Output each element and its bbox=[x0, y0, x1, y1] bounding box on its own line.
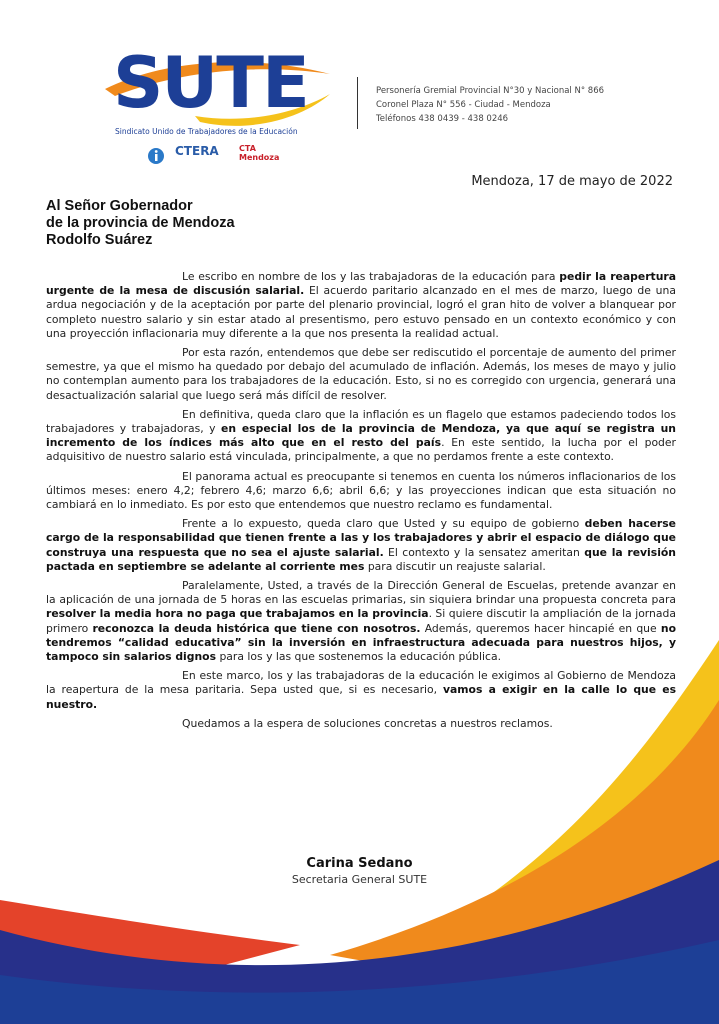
emphasis-text: en especial los de la provincia de Mendoza, ya que aquí se registra un incremento de los índices más alto que en el resto del país bbox=[46, 422, 676, 450]
paragraph-text: Por esta razón, entendemos que debe ser rediscutido el porcentaje de aumento del primer semestre, ya que el mismo ha quedado por debajo del acumulado de inflación. Además, los meses de mayo y julio no contemplan aumento para los trabajadores de la educación. Esto, si no es corregido con urgencia, generará una desactualización salarial que luego será más difícil de resolver. bbox=[46, 346, 676, 402]
paragraph-text: Quedamos a la espera de soluciones concretas a nuestros reclamos. bbox=[182, 716, 553, 730]
signature-name: Carina Sedano bbox=[306, 856, 413, 871]
emphasis-text: resolver la media hora no paga que trabajamos en la provincia bbox=[46, 607, 429, 621]
letter-date: Mendoza, 17 de mayo de 2022 bbox=[471, 174, 673, 189]
emphasis-text: no tendremos “calidad educativa” sin la inversión en infraestructura adecuada para nuestros hijos, y tampoco sin salarios dignos bbox=[46, 621, 676, 664]
paragraph-text: El panorama actual es preocupante si tenemos en cuenta los números inflacionarios de los últimos meses: enero 4,2; febrero 4,6; marzo 6,6; abril 6,6; y las proyecciones indican que esta situación no cambiará en lo inmediato. Es por esto que entendemos que nuestro reclamo es fundamental. bbox=[46, 469, 676, 512]
emphasis-text: vamos a exigir en la calle lo que es nuestro. bbox=[46, 683, 677, 711]
addressee bbox=[46, 198, 235, 249]
addressee-line: Al Señor Gobernador bbox=[46, 198, 193, 214]
paragraph-text: En este marco, los y las trabajadoras de la educación le exigimos al Gobierno de Mendoza la reapertura de la mesa paritaria. Sepa usted que, si es necesario, bbox=[46, 669, 676, 697]
info-icon bbox=[147, 147, 165, 165]
org-info bbox=[376, 84, 604, 126]
emphasis-text: reconozca la deuda histórica que tiene con nosotros. bbox=[92, 621, 421, 635]
header-divider bbox=[357, 77, 358, 129]
paragraph-text: Frente a lo expuesto, queda claro que Usted y su equipo de gobierno bbox=[182, 517, 585, 531]
paragraph-text: El acuerdo paritario alcanzado en el mes de marzo, luego de una ardua negociación y de la aceptación por parte del plenario provincial, logró el gran hito de volver a blanquear por completo nuestro salario y sin estar atado al presentismo, pero estuvo pensado en un contexto económico y con una proyección inflacionaria muy diferente a la que nos presenta la realidad actual. bbox=[46, 284, 676, 340]
addressee-line: Rodolfo Suárez bbox=[46, 232, 153, 248]
paragraph-text: para los y las que sostenemos la educación pública. bbox=[216, 650, 502, 664]
body-paragraph bbox=[46, 346, 676, 403]
emphasis-text: pedir la reapertura urgente de la mesa de discusión salarial. bbox=[46, 270, 676, 298]
logo-wordmark: SUTE bbox=[113, 42, 308, 124]
letter-body bbox=[46, 270, 676, 736]
paragraph-text: Paralelamente, Usted, a través de la Dirección General de Escuelas, pretende avanzar en la aplicación de una jornada de 5 horas en las escuelas primarias, sin siquiera brindar una propuesta concreta para bbox=[46, 579, 676, 607]
body-paragraph bbox=[46, 470, 676, 513]
logo-subtitle: Sindicato Unido de Trabajadores de la Educación bbox=[115, 127, 298, 136]
paragraph-text: El contexto y la sensatez ameritan bbox=[383, 545, 585, 559]
paragraph-text: En definitiva, queda claro que la inflación es un flagelo que estamos padeciendo todos los trabajadores y trabajadoras, y bbox=[46, 407, 676, 436]
emphasis-text: que la revisión pactada en septiembre se adelante al corriente mes bbox=[46, 545, 676, 573]
body-paragraph bbox=[46, 270, 676, 341]
paragraph-text: Le escribo en nombre de los y las trabajadoras de la educación para bbox=[182, 270, 560, 283]
cta-badge: CTA Mendoza bbox=[239, 144, 280, 162]
signature bbox=[0, 856, 719, 886]
body-paragraph bbox=[46, 717, 676, 731]
body-paragraph bbox=[46, 408, 676, 465]
sute-logo bbox=[105, 44, 335, 184]
signature-role: Secretaria General SUTE bbox=[291, 873, 428, 886]
body-paragraph bbox=[46, 669, 676, 712]
body-paragraph bbox=[46, 517, 676, 574]
emphasis-text: deben hacerse cargo de la responsabilidad que tienen frente a las y los trabajadores y abrir el espacio de diálogo que construya una respuesta que no sea el ajuste salarial. bbox=[46, 517, 676, 559]
paragraph-text: Además, queremos hacer hincapié en que bbox=[420, 621, 661, 635]
org-line: Coronel Plaza N° 556 - Ciudad - Mendoza bbox=[376, 100, 551, 110]
paragraph-text: para discutir un reajuste salarial. bbox=[364, 559, 546, 573]
paragraph-text: . En este sentido, la lucha por el poder adquisitivo de nuestro salario está vinculada, principalmente, a que no perdamos frente a este contexto. bbox=[46, 436, 676, 464]
org-line: Teléfonos 438 0439 - 438 0246 bbox=[376, 114, 509, 124]
paragraph-text: . Si quiere discutir la ampliación de la jornada primero bbox=[46, 607, 676, 635]
org-line: Personería Gremial Provincial N°30 y Nacional N° 866 bbox=[376, 86, 605, 96]
ctera-badge: CTERA bbox=[175, 144, 219, 158]
addressee-line: de la provincia de Mendoza bbox=[46, 215, 235, 231]
body-paragraph bbox=[46, 579, 676, 664]
